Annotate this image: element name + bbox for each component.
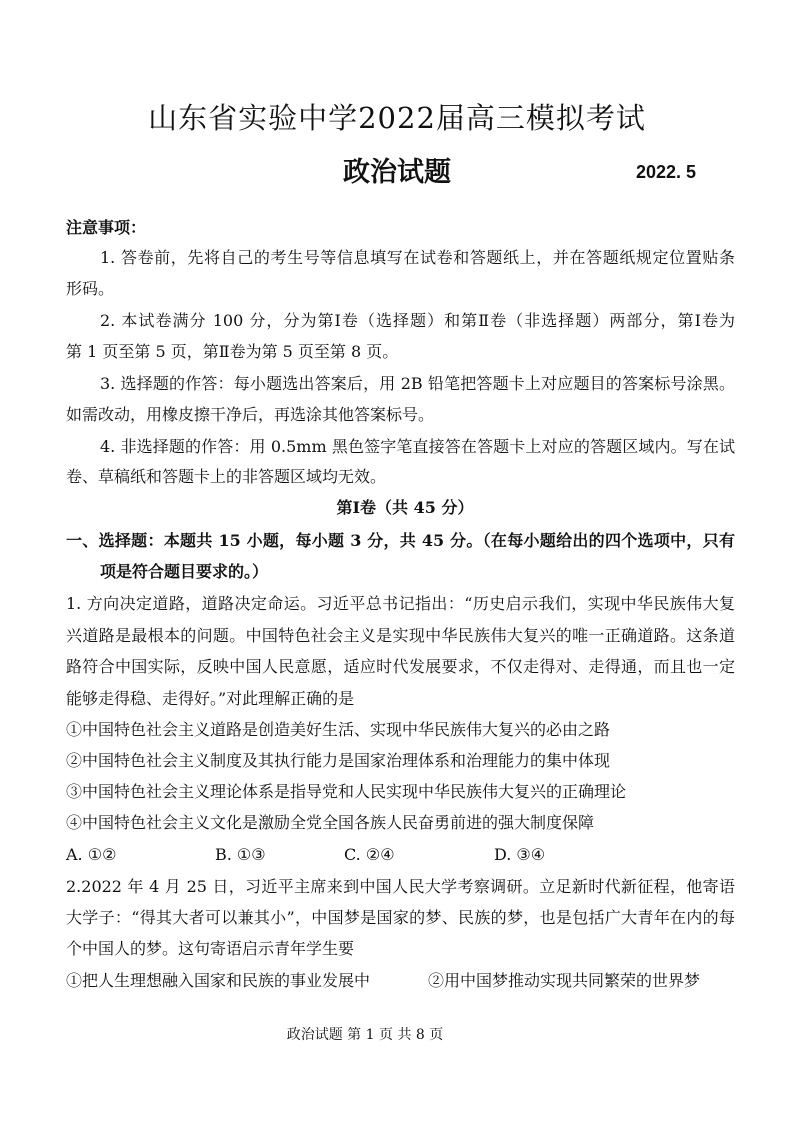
section-title: 第Ⅰ卷（共 45 分）	[336, 498, 474, 517]
notice-line: 卷、草稿纸和答题卡上的非答题区域均无效。	[66, 467, 387, 486]
question-stem: 能够走得稳、走得好。”对此理解正确的是	[66, 689, 355, 708]
exam-title: 山东省实验中学2022届高三模拟考试	[148, 101, 646, 135]
exam-subject: 政治试题	[343, 157, 451, 188]
statement: ②中国特色社会主义制度及其执行能力是国家治理体系和治理能力的集中体现	[66, 751, 611, 770]
option-b: B. ①③	[215, 845, 266, 864]
notice-line: 2. 本试卷满分 100 分，分为第Ⅰ卷（选择题）和第Ⅱ卷（非选择题）两部分，第Ⅰ卷为	[100, 311, 735, 330]
notice-line: 4. 非选择题的作答：用 0.5mm 黑色签字笔直接答在答题卡上对应的答题区域内。写在试	[100, 437, 735, 456]
question-stem: 1. 方向决定道路，道路决定命运。习近平总书记指出：“历史启示我们，实现中华民族伟大复	[66, 594, 735, 613]
notice-line: 形码。	[66, 279, 115, 298]
option-c: C. ②④	[344, 845, 395, 864]
notice-line: 1. 答卷前，先将自己的考生号等信息填写在试卷和答题纸上，并在答题纸规定位置贴条	[100, 248, 735, 267]
notice-heading: 注意事项：	[66, 218, 147, 237]
statement: ②用中国梦推动实现共同繁荣的世界梦	[428, 971, 701, 990]
notice-line: 第 1 页至第 5 页，第Ⅱ卷为第 5 页至第 8 页。	[66, 342, 399, 361]
question-stem: 个中国人的梦。这句寄语启示青年学生要	[66, 939, 355, 958]
question-stem: 2.2022 年 4 月 25 日，习近平主席来到中国人民大学考察调研。立足新时代新征程，他寄语	[66, 877, 735, 896]
statement: ③中国特色社会主义理论体系是指导党和人民实现中华民族伟大复兴的正确理论	[66, 782, 627, 801]
option-d: D. ③④	[494, 845, 546, 864]
option-a: A. ①②	[66, 845, 117, 864]
notice-line: 如需改动，用橡皮擦干净后，再选涂其他答案标号。	[66, 405, 435, 424]
statement: ①中国特色社会主义道路是创造美好生活、实现中华民族伟大复兴的必由之路	[66, 720, 611, 739]
section-instruction: 一、选择题：本题共 15 小题，每小题 3 分，共 45 分。（在每小题给出的四个选项中，只有	[66, 531, 735, 550]
section-instruction: 项是符合题目要求的。）	[100, 562, 269, 581]
question-stem: 路符合中国实际，反映中国人民意愿，适应时代发展要求，不仅走得对、走得通，而且也一定	[66, 657, 735, 676]
notice-line: 3. 选择题的作答：每小题选出答案后，用 2B 铅笔把答题卡上对应题目的答案标号涂黑。	[100, 374, 735, 393]
question-stem: 大学子：“得其大者可以兼其小”，中国梦是国家的梦、民族的梦，也是包括广大青年在内的每	[66, 908, 735, 927]
exam-date: 2022. 5	[636, 162, 697, 182]
statement: ①把人生理想融入国家和民族的事业发展中	[66, 971, 371, 990]
page-footer: 政治试题 第 1 页 共 8 页	[286, 1027, 444, 1043]
statement: ④中国特色社会主义文化是激励全党全国各族人民奋勇前进的强大制度保障	[66, 813, 595, 832]
question-stem: 兴道路是最根本的问题。中国特色社会主义是实现中华民族伟大复兴的唯一正确道路。这条道	[66, 626, 735, 645]
